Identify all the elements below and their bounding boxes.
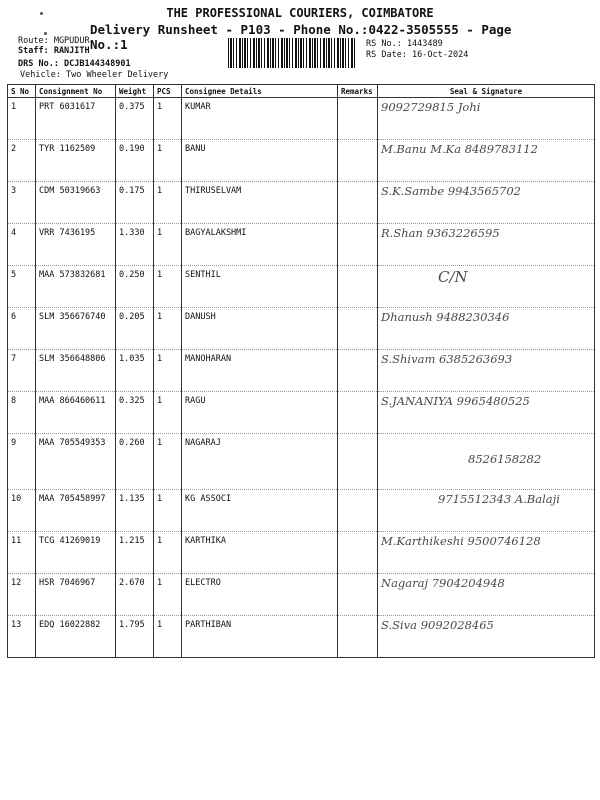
scan-speck xyxy=(44,32,47,35)
cell-consignment: SLM 356676740 xyxy=(36,308,116,350)
cell-consignee: BAGYALAKSHMI xyxy=(182,224,338,266)
col-pcs: PCS xyxy=(154,85,182,98)
cell-pcs: 1 xyxy=(154,350,182,392)
cell-signature: M.Banu M.Ka 8489783112 xyxy=(378,140,595,182)
rs-number: RS No.: 1443489 xyxy=(366,39,443,49)
barcode xyxy=(228,38,356,68)
cell-remarks xyxy=(338,308,378,350)
table-header-row xyxy=(8,85,595,98)
cell-pcs: 1 xyxy=(154,434,182,490)
cell-pcs: 1 xyxy=(154,616,182,658)
cell-pcs: 1 xyxy=(154,392,182,434)
cell-sno: 3 xyxy=(8,182,36,224)
cell-remarks xyxy=(338,574,378,616)
cell-consignee: KARTHIKA xyxy=(182,532,338,574)
cell-remarks xyxy=(338,392,378,434)
cell-consignee: THIRUSELVAM xyxy=(182,182,338,224)
cell-sno: 5 xyxy=(8,266,36,308)
cell-sno: 9 xyxy=(8,434,36,490)
cell-pcs: 1 xyxy=(154,532,182,574)
cell-remarks xyxy=(338,434,378,490)
table-row xyxy=(8,350,595,392)
cell-consignment: VRR 7436195 xyxy=(36,224,116,266)
cell-consignee: KG ASSOCI xyxy=(182,490,338,532)
table-row xyxy=(8,224,595,266)
cell-sno: 2 xyxy=(8,140,36,182)
cell-signature: 9715512343 A.Balaji xyxy=(378,490,595,532)
runsheet-title: Delivery Runsheet - P103 - Phone No.:0422-3505555 - Page No.:1 xyxy=(90,22,512,52)
cell-consignment: MAA 866460611 xyxy=(36,392,116,434)
cell-remarks xyxy=(338,490,378,532)
cell-consignee: DANUSH xyxy=(182,308,338,350)
runsheet-table xyxy=(7,84,595,658)
cell-pcs: 1 xyxy=(154,140,182,182)
cell-sno: 7 xyxy=(8,350,36,392)
cell-pcs: 1 xyxy=(154,266,182,308)
cell-consignment: TCG 41269019 xyxy=(36,532,116,574)
cell-sno: 8 xyxy=(8,392,36,434)
col-consignment: Consignment No xyxy=(36,85,116,98)
cell-signature: 8526158282 xyxy=(378,434,595,490)
cell-signature: Dhanush 9488230346 xyxy=(378,308,595,350)
cell-remarks xyxy=(338,266,378,308)
cell-signature: Nagaraj 7904204948 xyxy=(378,574,595,616)
cell-signature: S.Shivam 6385263693 xyxy=(378,350,595,392)
col-remarks: Remarks xyxy=(338,85,378,98)
table-row xyxy=(8,434,595,490)
cell-pcs: 1 xyxy=(154,98,182,140)
cell-remarks xyxy=(338,616,378,658)
cell-pcs: 1 xyxy=(154,182,182,224)
vehicle-label: Vehicle: Two Wheeler Delivery xyxy=(20,70,169,80)
cell-weight: 1.035 xyxy=(116,350,154,392)
company-title: THE PROFESSIONAL COURIERS, COIMBATORE xyxy=(166,6,434,20)
cell-remarks xyxy=(338,182,378,224)
cell-consignee: PARTHIBAN xyxy=(182,616,338,658)
cell-consignee: SENTHIL xyxy=(182,266,338,308)
cell-remarks xyxy=(338,98,378,140)
cell-weight: 0.175 xyxy=(116,182,154,224)
table-row xyxy=(8,574,595,616)
cell-consignment: MAA 705458997 xyxy=(36,490,116,532)
cell-weight: 0.260 xyxy=(116,434,154,490)
cell-weight: 1.215 xyxy=(116,532,154,574)
cell-signature: C/N xyxy=(378,266,595,308)
cell-sno: 10 xyxy=(8,490,36,532)
cell-weight: 1.135 xyxy=(116,490,154,532)
col-sno: S No xyxy=(8,85,36,98)
rs-date: RS Date: 16-Oct-2024 xyxy=(366,50,469,60)
cell-signature: 9092729815 Johi xyxy=(378,98,595,140)
cell-consignment: TYR 1162509 xyxy=(36,140,116,182)
col-consignee: Consignee Details xyxy=(182,85,338,98)
staff-label: Staff: RANJITH xyxy=(18,46,90,56)
cell-consignment: MAA 705549353 xyxy=(36,434,116,490)
cell-consignee: MANOHARAN xyxy=(182,350,338,392)
cell-pcs: 1 xyxy=(154,224,182,266)
cell-pcs: 1 xyxy=(154,490,182,532)
cell-weight: 0.325 xyxy=(116,392,154,434)
cell-remarks xyxy=(338,224,378,266)
cell-weight: 0.250 xyxy=(116,266,154,308)
table-row xyxy=(8,490,595,532)
route-label: Route: MGPUDUR xyxy=(18,36,90,46)
table-row xyxy=(8,616,595,658)
cell-consignee: ELECTRO xyxy=(182,574,338,616)
cell-sno: 4 xyxy=(8,224,36,266)
cell-signature: M.Karthikeshi 9500746128 xyxy=(378,532,595,574)
cell-consignment: MAA 573832681 xyxy=(36,266,116,308)
cell-weight: 0.190 xyxy=(116,140,154,182)
cell-pcs: 1 xyxy=(154,574,182,616)
cell-signature: S.JANANIYA 9965480525 xyxy=(378,392,595,434)
cell-consignment: EDQ 16022882 xyxy=(36,616,116,658)
table-row xyxy=(8,140,595,182)
cell-consignment: HSR 7046967 xyxy=(36,574,116,616)
cell-sno: 13 xyxy=(8,616,36,658)
cell-consignee: RAGU xyxy=(182,392,338,434)
cell-sno: 12 xyxy=(8,574,36,616)
cell-consignee: NAGARAJ xyxy=(182,434,338,490)
table-row xyxy=(8,392,595,434)
cell-weight: 2.670 xyxy=(116,574,154,616)
cell-remarks xyxy=(338,532,378,574)
cell-sno: 6 xyxy=(8,308,36,350)
cell-sno: 1 xyxy=(8,98,36,140)
cell-consignee: BANU xyxy=(182,140,338,182)
cell-signature: S.Siva 9092028465 xyxy=(378,616,595,658)
table-row xyxy=(8,308,595,350)
cell-remarks xyxy=(338,350,378,392)
drs-number: DRS No.: DCJB144348901 xyxy=(18,59,131,69)
table-row xyxy=(8,266,595,308)
table-row xyxy=(8,98,595,140)
cell-consignment: SLM 356648806 xyxy=(36,350,116,392)
cell-pcs: 1 xyxy=(154,308,182,350)
cell-signature: S.K.Sambe 9943565702 xyxy=(378,182,595,224)
col-weight: Weight xyxy=(116,85,154,98)
cell-weight: 0.375 xyxy=(116,98,154,140)
cell-consignment: PRT 6031617 xyxy=(36,98,116,140)
cell-signature: R.Shan 9363226595 xyxy=(378,224,595,266)
table-row xyxy=(8,182,595,224)
cell-sno: 11 xyxy=(8,532,36,574)
cell-consignment: CDM 50319663 xyxy=(36,182,116,224)
cell-weight: 1.795 xyxy=(116,616,154,658)
col-signature: Seal & Signature xyxy=(378,85,595,98)
cell-weight: 1.330 xyxy=(116,224,154,266)
cell-remarks xyxy=(338,140,378,182)
table-row xyxy=(8,532,595,574)
cell-consignee: KUMAR xyxy=(182,98,338,140)
cell-weight: 0.205 xyxy=(116,308,154,350)
